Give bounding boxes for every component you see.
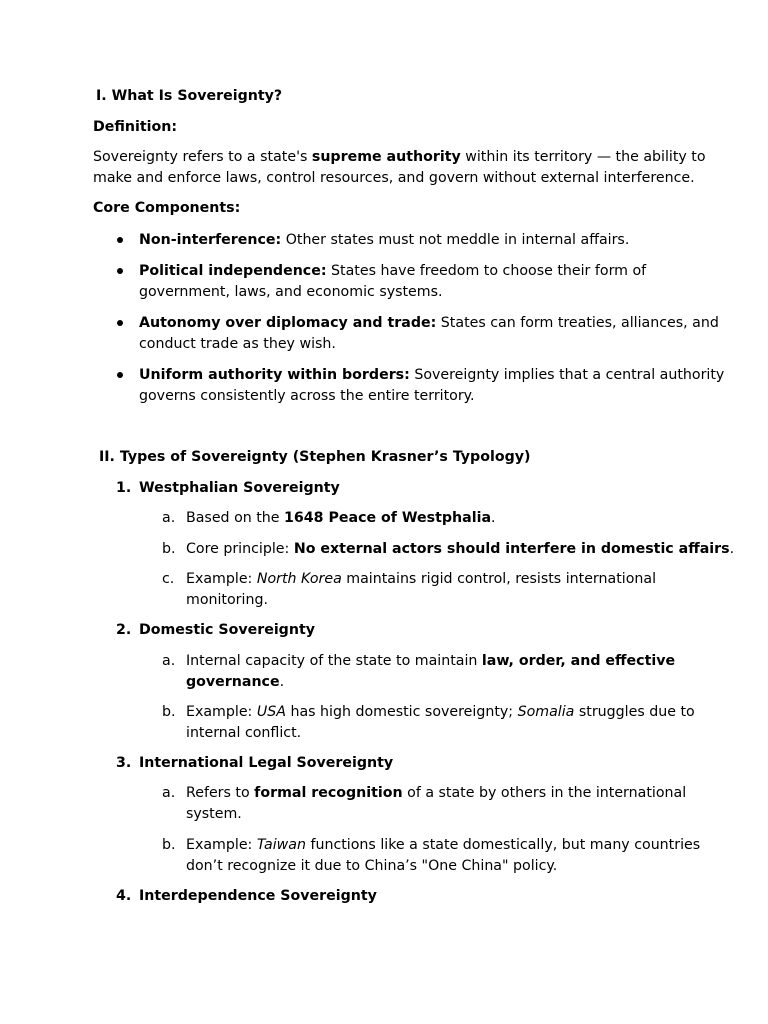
core-item: Non-interference: Other states must not meddle in internal affairs. xyxy=(139,232,630,248)
section-heading xyxy=(96,86,282,107)
bullet-icon xyxy=(117,372,123,378)
list-letter: b. xyxy=(162,837,176,853)
list-letter: b. xyxy=(162,541,176,557)
sub-item: Core principle: No external actors should interfere in domestic affairs. xyxy=(186,541,735,557)
definition-label xyxy=(93,117,177,138)
type-title: Domestic Sovereignty xyxy=(139,622,315,638)
sub-item: Example: North Korea maintains rigid control, resists international xyxy=(186,571,657,587)
sub-item: Internal capacity of the state to maintain law, order, and effective xyxy=(186,653,676,669)
sub-item: Example: Taiwan functions like a state domestically, but many countries xyxy=(186,837,701,853)
bullet-icon xyxy=(117,320,123,326)
section-heading: II. Types of Sovereignty (Stephen Krasner’s Typology) xyxy=(99,449,531,465)
list-letter: c. xyxy=(162,571,175,587)
sub-item-continuation: governance. xyxy=(186,674,285,690)
sub-item-continuation: internal conflict. xyxy=(186,725,302,741)
list-letter: a. xyxy=(162,510,176,526)
list-letter: a. xyxy=(162,653,176,669)
list-letter: a. xyxy=(162,785,176,801)
core-item: Autonomy over diplomacy and trade: States can form treaties, alliances, and xyxy=(139,315,719,331)
definition-label-text: Definition: xyxy=(93,119,178,135)
list-number: 2. xyxy=(116,622,132,638)
core-item: Political independence: States have freedom to choose their form of xyxy=(139,263,647,279)
list-letter: b. xyxy=(162,704,176,720)
sub-item: Based on the 1648 Peace of Westphalia. xyxy=(186,510,496,526)
definition-text-line-1: Sovereignty refers to a state's supreme authority within its territory — the ability to xyxy=(93,149,706,165)
core-components-label: Core Components: xyxy=(93,200,241,216)
sub-item: Example: USA has high domestic sovereignty; Somalia struggles due to xyxy=(186,704,695,720)
list-number: 3. xyxy=(116,755,132,771)
list-number: 1. xyxy=(116,480,132,496)
core-item-continuation: governs consistently across the entire territory. xyxy=(139,388,475,404)
core-item-continuation: conduct trade as they wish. xyxy=(139,336,336,352)
bullet-icon xyxy=(117,268,123,274)
type-title: Westphalian Sovereignty xyxy=(139,480,340,496)
list-number: 4. xyxy=(116,888,132,904)
sub-item-continuation: don’t recognize it due to China’s "One China" policy. xyxy=(186,858,558,874)
type-title: Interdependence Sovereignty xyxy=(139,888,377,904)
section-heading-text: I. What Is Sovereignty? xyxy=(96,88,283,104)
core-item: Uniform authority within borders: Sovereignty implies that a central authority xyxy=(139,367,725,383)
type-title: International Legal Sovereignty xyxy=(139,755,394,771)
bullet-icon xyxy=(117,237,123,243)
sub-item-continuation: system. xyxy=(186,806,242,822)
sub-item-continuation: monitoring. xyxy=(186,592,268,608)
sub-item: Refers to formal recognition of a state by others in the international xyxy=(186,785,687,801)
core-item-continuation: government, laws, and economic systems. xyxy=(139,284,443,300)
definition-text-line-2: make and enforce laws, control resources, and govern without external interference. xyxy=(93,170,695,186)
